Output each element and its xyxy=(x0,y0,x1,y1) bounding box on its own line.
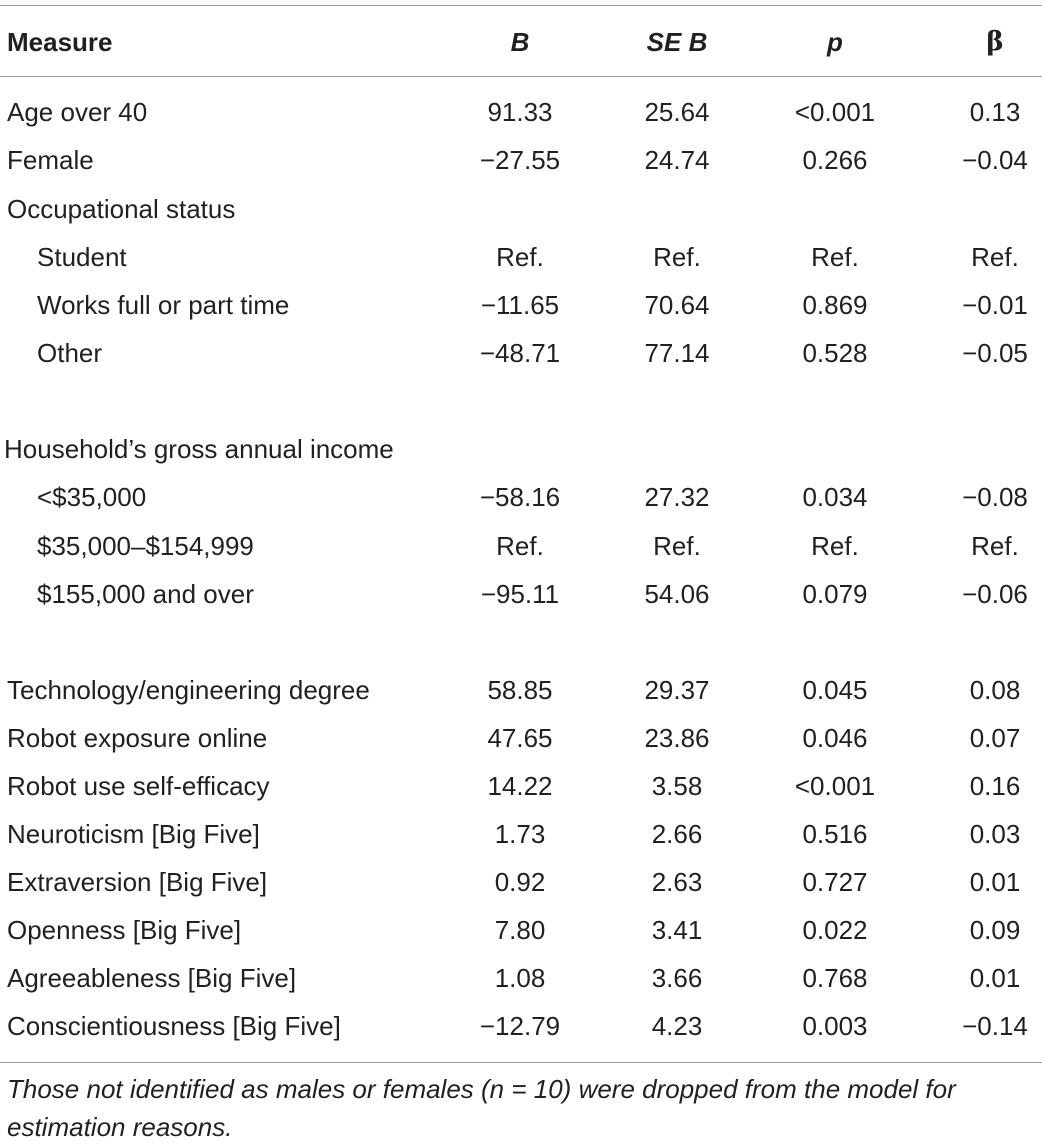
table-row xyxy=(0,718,1042,758)
cell-se-b: 3.41 xyxy=(651,915,703,945)
cell-b: 0.92 xyxy=(494,867,546,897)
cell-p: <0.001 xyxy=(794,771,876,801)
table-row xyxy=(0,670,1042,710)
cell-b: −11.65 xyxy=(480,290,560,320)
cell-beta: −0.14 xyxy=(962,1011,1028,1041)
cell-b: 1.08 xyxy=(494,963,546,993)
cell-se-b: 70.64 xyxy=(644,290,710,320)
row-label: <$35,000 xyxy=(37,482,147,512)
row-label: Household’s gross annual income xyxy=(4,434,394,464)
cell-se-b: 29.37 xyxy=(644,675,710,705)
table-row xyxy=(0,814,1042,854)
cell-se-b: 3.58 xyxy=(651,771,703,801)
cell-p: 0.768 xyxy=(802,963,868,993)
cell-p: 0.003 xyxy=(802,1011,868,1041)
row-label: Agreeableness [Big Five] xyxy=(7,963,297,993)
table-row xyxy=(0,285,1042,325)
cell-se-b: 77.14 xyxy=(644,338,710,368)
cell-b: −48.71 xyxy=(479,338,561,368)
cell-p: 0.528 xyxy=(802,338,868,368)
cell-se-b: 2.66 xyxy=(651,819,703,849)
header-rule xyxy=(0,76,1042,77)
cell-p: 0.034 xyxy=(802,482,868,512)
cell-se-b: 23.86 xyxy=(644,723,710,753)
cell-beta: 0.09 xyxy=(969,915,1021,945)
cell-beta: 0.13 xyxy=(969,97,1021,127)
table-top-rule xyxy=(0,5,1042,6)
cell-b: −58.16 xyxy=(479,482,561,512)
cell-p: 0.869 xyxy=(802,290,868,320)
table-row xyxy=(0,766,1042,806)
header-p: p xyxy=(827,27,843,57)
cell-b: Ref. xyxy=(496,531,544,561)
header-measure: Measure xyxy=(7,27,113,57)
cell-b: 58.85 xyxy=(487,675,553,705)
row-label: Female xyxy=(7,145,94,175)
cell-p: Ref. xyxy=(811,531,859,561)
row-label: $155,000 and over xyxy=(37,579,254,609)
table-row xyxy=(0,1006,1042,1046)
row-label: Technology/engineering degree xyxy=(7,675,370,705)
cell-beta: −0.05 xyxy=(962,338,1028,368)
table-row xyxy=(0,526,1042,566)
table-row xyxy=(0,477,1042,517)
cell-se-b: Ref. xyxy=(653,531,701,561)
table-row-group xyxy=(0,189,1042,229)
row-label: Openness [Big Five] xyxy=(7,915,242,945)
table-row xyxy=(0,910,1042,950)
cell-b: Ref. xyxy=(496,242,544,272)
cell-b: 7.80 xyxy=(494,915,546,945)
table-row xyxy=(0,140,1042,180)
cell-se-b: Ref. xyxy=(653,242,701,272)
cell-beta: −0.01 xyxy=(962,290,1028,320)
cell-p: 0.266 xyxy=(802,145,868,175)
cell-p: 0.727 xyxy=(802,867,868,897)
cell-b: 47.65 xyxy=(487,723,553,753)
row-label: Robot use self-efficacy xyxy=(7,771,270,801)
cell-se-b: 3.66 xyxy=(651,963,703,993)
header-beta: β xyxy=(986,27,1004,57)
cell-b: −27.55 xyxy=(479,145,561,175)
row-label: Works full or part time xyxy=(37,290,290,320)
cell-b: −12.79 xyxy=(479,1011,561,1041)
table-row xyxy=(0,237,1042,277)
cell-beta: 0.07 xyxy=(969,723,1021,753)
cell-p: 0.516 xyxy=(802,819,868,849)
cell-beta: 0.16 xyxy=(969,771,1021,801)
cell-beta: 0.01 xyxy=(969,867,1021,897)
cell-b: 1.73 xyxy=(494,819,546,849)
table-row xyxy=(0,574,1042,614)
cell-b: −95.11 xyxy=(480,579,560,609)
header-b: B xyxy=(510,27,530,57)
cell-beta: −0.04 xyxy=(962,145,1028,175)
table-row xyxy=(0,92,1042,132)
row-label: Age over 40 xyxy=(7,97,148,127)
cell-se-b: 54.06 xyxy=(644,579,710,609)
cell-b: 91.33 xyxy=(487,97,553,127)
row-label: Occupational status xyxy=(7,194,236,224)
table-row xyxy=(0,333,1042,373)
cell-p: <0.001 xyxy=(794,97,876,127)
row-label: Student xyxy=(37,242,127,272)
table-row xyxy=(0,862,1042,902)
row-label: Conscientiousness [Big Five] xyxy=(7,1011,341,1041)
cell-se-b: 24.74 xyxy=(644,145,710,175)
row-label: Robot exposure online xyxy=(7,723,268,753)
cell-se-b: 4.23 xyxy=(651,1011,703,1041)
table-bottom-rule xyxy=(0,1062,1042,1063)
cell-p: 0.022 xyxy=(802,915,868,945)
cell-beta: 0.03 xyxy=(969,819,1021,849)
row-label: Other xyxy=(37,338,103,368)
row-label: Neuroticism [Big Five] xyxy=(7,819,260,849)
cell-beta: 0.08 xyxy=(969,675,1021,705)
cell-p: Ref. xyxy=(811,242,859,272)
header-se-b: SE B xyxy=(646,27,708,57)
table-row xyxy=(0,958,1042,998)
cell-beta: 0.01 xyxy=(969,963,1021,993)
cell-beta: Ref. xyxy=(971,531,1019,561)
cell-se-b: 2.63 xyxy=(651,867,703,897)
cell-b: 14.22 xyxy=(487,771,553,801)
cell-beta: −0.08 xyxy=(962,482,1028,512)
cell-p: 0.045 xyxy=(802,675,868,705)
row-label: $35,000–$154,999 xyxy=(37,531,254,561)
cell-beta: −0.06 xyxy=(962,579,1028,609)
row-label: Extraversion [Big Five] xyxy=(7,867,268,897)
cell-se-b: 27.32 xyxy=(644,482,710,512)
cell-p: 0.079 xyxy=(802,579,868,609)
cell-se-b: 25.64 xyxy=(644,97,710,127)
table-row-group xyxy=(0,429,1042,469)
cell-beta: Ref. xyxy=(971,242,1019,272)
cell-p: 0.046 xyxy=(802,723,868,753)
table-footnote: Those not identified as males or females (n = 10) were dropped from the model for estimation reasons. xyxy=(7,1074,956,1142)
